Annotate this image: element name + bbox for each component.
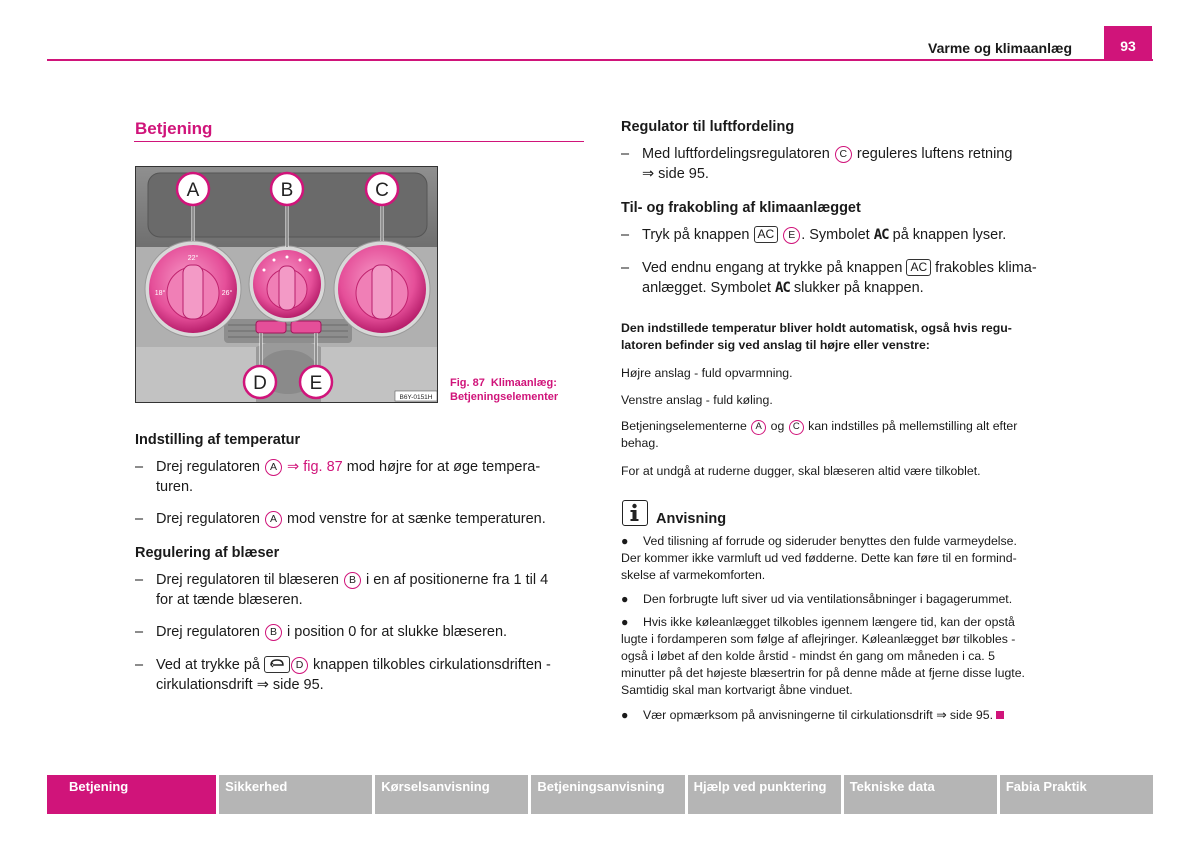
nav-tab-hjaelp-ved-punktering[interactable]: Hjælp ved punktering (688, 775, 841, 814)
paragraph-intermediate (621, 418, 1081, 452)
ref-circle-d: D (291, 657, 308, 674)
figure-code: B6Y-0151H (399, 394, 433, 401)
text-fragment: knappen tilkobles cirkulationsdriften - (313, 657, 551, 673)
temperature-heading: Indstilling af temperatur (135, 432, 301, 448)
temperature-knob (145, 241, 241, 337)
dial-mark: 18° (154, 290, 166, 297)
section-title: Betjening (135, 119, 213, 138)
footer-navigation (47, 775, 1153, 814)
fan-knob (249, 246, 325, 322)
text-fragment: Ved endnu engang at trykke på knappen (642, 260, 903, 276)
ac-symbol-icon: AC (873, 227, 889, 243)
text-fragment: anlægget. Symbolet (642, 280, 771, 296)
note-title: Anvisning (656, 511, 727, 527)
text-fragment: for at tænde blæseren. (156, 592, 303, 608)
climate-panel-illustration (136, 167, 438, 403)
nav-tab-sikkerhed[interactable]: Sikkerhed (219, 775, 372, 814)
fan-step-1: – Drej regulatoren til blæseren B i en af positionerne fra 1 til 4 for at tænde blæseren. (135, 572, 549, 608)
ref-circle-b: B (265, 624, 282, 641)
text-fragment: skelse af varmekomforten. (621, 568, 766, 582)
text-fragment: frakobles klima- (935, 260, 1037, 276)
text-fragment: Ved tilisning af forrude og sideruder benyttes den fulde varmeydelse. (643, 534, 1017, 548)
text-fragment: Samtidig skal man kortvarigt åbne vinduet. (621, 683, 853, 697)
note-info-icon (622, 500, 648, 526)
ac-symbol-icon: AC (775, 280, 790, 296)
nav-tab-betjening[interactable]: Betjening (47, 775, 216, 814)
vent-grille (224, 319, 352, 343)
paragraph-left-stop: Venstre anslag - fuld køling. (621, 393, 773, 407)
section-rule (134, 141, 584, 142)
text-fragment: kan indstilles på mellemstilling alt efter (808, 419, 1018, 433)
callout-label-c: C (375, 180, 389, 201)
ref-circle-c: C (835, 146, 852, 163)
text-fragment: . Symbolet (801, 227, 870, 243)
ref-circle-e: E (783, 227, 800, 244)
text-fragment: Drej regulatoren (156, 459, 260, 475)
text-fragment: i en af positionerne fra 1 til 4 (366, 572, 549, 588)
ref-circle-a: A (751, 420, 766, 435)
callout-label-a: A (186, 180, 200, 201)
text-fragment: minutter på det højeste blæsertrin for på denne måde at fjerne disse lugte. (621, 666, 1025, 680)
callout-label-e: E (309, 373, 323, 394)
figure-caption (450, 376, 558, 404)
ac-key-label: AC (906, 259, 931, 276)
text-fragment: Den indstillede temperatur bliver holdt automatisk, også hvis regu- (621, 321, 1012, 335)
text-fragment: Betjeningselementerne (621, 419, 747, 433)
figure-caption-line2: Betjeningselementer (450, 391, 559, 403)
text-fragment: Ved at trykke på (156, 657, 260, 673)
figure-caption-line1: Klimaanlæg: (490, 377, 557, 389)
recirculation-button (256, 321, 286, 333)
text-fragment: Den forbrugte luft siver ud via ventilationsåbninger i bagagerummet. (643, 592, 1013, 606)
nav-tab-tekniske-data[interactable]: Tekniske data (844, 775, 997, 814)
paragraph-right-stop: Højre anslag - fuld opvarmning. (621, 366, 793, 380)
text-fragment: reguleres luftens retning (856, 146, 1013, 162)
text-fragment: i position 0 for at slukke blæseren. (287, 624, 508, 640)
fan-step-3: – Ved at trykke på D knappen tilkobles cirkulationsdriften - cirkulationsdrift ⇒ side 95. (135, 657, 551, 693)
text-fragment: Vær opmærksom på anvisningerne til cirkulationsdrift ⇒ side 95. (643, 708, 993, 722)
figure-climate-controls (135, 166, 438, 403)
recirculation-key-icon (264, 656, 290, 673)
ref-circle-a: A (265, 511, 282, 528)
text-fragment: Der kommer ikke varmluft ud ved fødderne. Dette kan føre til en formind- (621, 551, 1017, 565)
distribution-step-1: – Med luftfordelingsregulatoren C reguleres luftens retning ⇒ side 95. (621, 146, 1013, 182)
text-fragment: mod højre for at øge tempera- (346, 459, 541, 475)
text-fragment: turen. (156, 479, 194, 495)
text-fragment: behag. (621, 436, 659, 450)
figure-reference-link[interactable]: ⇒ fig. 87 (287, 459, 343, 475)
callout-label-b: B (280, 180, 294, 201)
paragraph-fan-on: For at undgå at ruderne dugger, skal blæseren altid være tilkoblet. (621, 464, 981, 478)
text-fragment: på knappen lyser. (892, 227, 1007, 243)
nav-tab-korselsanvisning[interactable]: Kørselsanvisning (375, 775, 528, 814)
text-fragment: ⇒ side 95. (642, 166, 709, 182)
fan-step-2: – Drej regulatoren B i position 0 for at slukke blæseren. (135, 624, 508, 640)
figure-caption-label: Fig. 87 (450, 377, 485, 389)
text-fragment: Tryk på knappen (642, 227, 750, 243)
ac-button (291, 321, 321, 333)
nav-tab-betjeningsanvisning[interactable]: Betjeningsanvisning (531, 775, 684, 814)
callout-label-d: D (253, 373, 267, 394)
bold-paragraph (621, 320, 1081, 354)
ref-circle-a: A (265, 459, 282, 476)
text-fragment: og (770, 419, 785, 433)
fan-heading: Regulering af blæser (135, 545, 280, 561)
ac-step-2: – Ved endnu engang at trykke på knappen AC frakobles klima- anlægget. Symbolet AC slukker på knappen. (621, 260, 1037, 296)
distribution-heading: Regulator til luftfordeling (621, 119, 795, 135)
ref-circle-c: C (789, 420, 804, 435)
text-fragment: lugte i fordamperen som følge af aflejringer. Køleanlægget bør tilkobles - (621, 632, 1016, 646)
dial-mark: 26° (221, 290, 233, 297)
text-fragment: Hvis ikke køleanlægget tilkobles igennem længere tid, kan der opstå (643, 615, 1015, 629)
text-fragment: latoren befinder sig ved anslag til højre eller venstre: (621, 338, 930, 352)
ac-key-label: AC (754, 226, 779, 243)
note-bullet-2: ● Den forbrugte luft siver ud via ventilationsåbninger i bagagerummet. (621, 592, 1013, 606)
temperature-step-2: – Drej regulatoren A mod venstre for at sænke temperaturen. (135, 511, 546, 527)
ref-circle-b: B (344, 572, 361, 589)
text-fragment: Drej regulatoren til blæseren (156, 572, 339, 588)
running-header-title: Varme og klimaanlæg (928, 40, 1072, 56)
note-bullet-3: ● Hvis ikke køleanlægget tilkobles igennem længere tid, kan der opstå lugte i fordamperen som følge af aflejringer. Køleanlægget bør tilkobles - også i løbet af den kolde årstid - mindst én gang om måneden i ca. 5 minutter på det højeste blæsertrin for på denne måde at fjerne disse lugte. Samtidig skal man kortvarigt åbne vinduet. (621, 615, 1025, 697)
end-marker (996, 711, 1004, 719)
temperature-step-1: – Drej regulatoren A ⇒ fig. 87 mod højre for at øge tempera- turen. (135, 459, 541, 495)
text-fragment: mod venstre for at sænke temperaturen. (287, 511, 546, 527)
air-distribution-knob (334, 241, 430, 337)
text-fragment: cirkulationsdrift ⇒ side 95. (156, 677, 324, 693)
nav-tab-fabia-praktik[interactable]: Fabia Praktik (1000, 775, 1153, 814)
ac-step-1: – Tryk på knappen AC E . Symbolet AC på knappen lyser. (621, 227, 1007, 243)
note-bullet-1: ● Ved tilisning af forrude og sideruder benyttes den fulde varmeydelse. Der kommer ikke varmluft ud ved fødderne. Dette kan føre til en formind- skelse af varmekomforten. (621, 534, 1017, 582)
text-fragment: Drej regulatoren (156, 624, 260, 640)
text-fragment: slukker på knappen. (793, 280, 924, 296)
dial-mark: 22° (187, 255, 199, 262)
text-fragment: også i løbet af den kolde årstid - mindst én gang om måneden i ca. 5 (621, 649, 995, 663)
ac-heading: Til- og frakobling af klimaanlægget (621, 200, 861, 216)
page-number: 93 (1104, 26, 1152, 60)
note-bullet-4: ● Vær opmærksom på anvisningerne til cirkulationsdrift ⇒ side 95. (621, 707, 1091, 724)
text-fragment: Drej regulatoren (156, 511, 260, 527)
text-fragment: Med luftfordelingsregulatoren (642, 146, 830, 162)
header-rule (47, 59, 1153, 61)
